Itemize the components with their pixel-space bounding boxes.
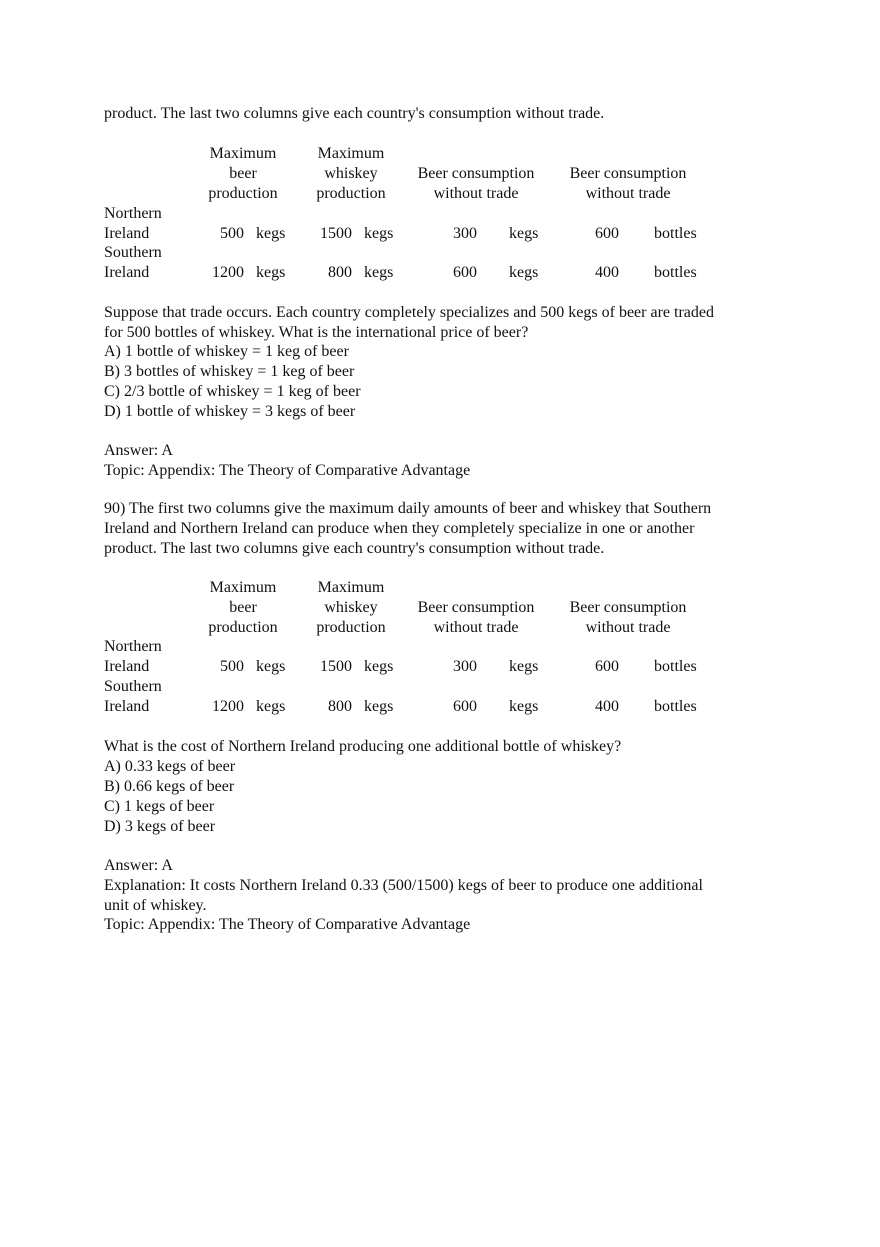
header-beer-consumption-2: without trade	[433, 619, 519, 636]
cell-consumption-b: 600	[595, 225, 619, 242]
cell-consumption-a: 600	[453, 698, 477, 715]
header-beer-consumption-2: without trade	[433, 185, 519, 202]
q1-topic: Topic: Appendix: The Theory of Comparative Advantage	[104, 462, 471, 479]
q2-stem: What is the cost of Northern Ireland producing one additional bottle of whiskey?	[104, 738, 622, 755]
cell-beer-max: 500	[220, 225, 244, 242]
cell-consumption-b: 600	[595, 658, 619, 675]
cell-whiskey-unit: kegs	[364, 698, 394, 715]
cell-consumption-a-unit: kegs	[509, 658, 539, 675]
q2-option-d: D) 3 kegs of beer	[104, 818, 216, 835]
q1-option-c: C) 2/3 bottle of whiskey = 1 keg of beer	[104, 383, 361, 400]
q1-stem-line2: for 500 bottles of whiskey. What is the international price of beer?	[104, 324, 529, 341]
cell-whiskey-max: 800	[328, 698, 352, 715]
header-max-whiskey-2: whiskey	[324, 165, 378, 182]
cell-whiskey-unit: kegs	[364, 658, 394, 675]
q1-option-d: D) 1 bottle of whiskey = 3 kegs of beer	[104, 403, 356, 420]
row-country-line2: Ireland	[104, 658, 150, 675]
cell-consumption-a-unit: kegs	[509, 264, 539, 281]
header-max-whiskey-1: Maximum	[317, 145, 385, 162]
cell-consumption-a-unit: kegs	[509, 698, 539, 715]
q2-answer: Answer: A	[104, 857, 173, 874]
cell-consumption-a: 600	[453, 264, 477, 281]
q2-option-a: A) 0.33 kegs of beer	[104, 758, 236, 775]
cell-beer-unit: kegs	[256, 264, 286, 281]
row-country-line2: Ireland	[104, 264, 150, 281]
header-max-beer-3: production	[208, 185, 278, 202]
cell-whiskey-unit: kegs	[364, 225, 394, 242]
cell-beer-max: 1200	[212, 698, 244, 715]
cell-whiskey-max: 1500	[320, 225, 352, 242]
header-max-beer-1: Maximum	[209, 579, 277, 596]
cell-consumption-a: 300	[453, 658, 477, 675]
q2-option-b: B) 0.66 kegs of beer	[104, 778, 235, 795]
q2-intro-line2: Ireland and Northern Ireland can produce when they completely specialize in one or another	[104, 520, 695, 537]
cell-consumption-b-unit: bottles	[654, 225, 697, 242]
cell-consumption-b: 400	[595, 698, 619, 715]
q2-option-c: C) 1 kegs of beer	[104, 798, 215, 815]
header-beer-consumption-b-1: Beer consumption	[569, 165, 687, 182]
cell-whiskey-max: 1500	[320, 658, 352, 675]
cell-beer-unit: kegs	[256, 698, 286, 715]
header-max-whiskey-3: production	[316, 619, 386, 636]
cell-beer-unit: kegs	[256, 225, 286, 242]
cell-consumption-b-unit: bottles	[654, 698, 697, 715]
cell-whiskey-unit: kegs	[364, 264, 394, 281]
cell-whiskey-max: 800	[328, 264, 352, 281]
header-max-beer-2: beer	[229, 599, 257, 616]
header-beer-consumption-1: Beer consumption	[417, 165, 535, 182]
header-max-beer-2: beer	[229, 165, 257, 182]
row-country-line2: Ireland	[104, 225, 150, 242]
cell-consumption-a: 300	[453, 225, 477, 242]
q2-explanation-line1: Explanation: It costs Northern Ireland 0.33 (500/1500) kegs of beer to produce one additional	[104, 877, 703, 894]
header-max-whiskey-1: Maximum	[317, 579, 385, 596]
cell-beer-max: 500	[220, 658, 244, 675]
header-max-beer-3: production	[208, 619, 278, 636]
row-country-line1: Southern	[104, 244, 162, 261]
q1-answer: Answer: A	[104, 442, 173, 459]
row-country-line1: Northern	[104, 638, 162, 655]
q1-option-a: A) 1 bottle of whiskey = 1 keg of beer	[104, 343, 349, 360]
q2-intro-line1: 90) The first two columns give the maximum daily amounts of beer and whiskey that Southern	[104, 500, 712, 517]
q1-stem-line1: Suppose that trade occurs. Each country completely specializes and 500 kegs of beer are traded	[104, 304, 714, 321]
row-country-line1: Northern	[104, 205, 162, 222]
header-beer-consumption-b-2: without trade	[585, 619, 671, 636]
header-max-whiskey-2: whiskey	[324, 599, 378, 616]
header-beer-consumption-b-2: without trade	[585, 185, 671, 202]
header-beer-consumption-b-1: Beer consumption	[569, 599, 687, 616]
cell-beer-max: 1200	[212, 264, 244, 281]
q2-intro-line3: product. The last two columns give each country's consumption without trade.	[104, 540, 605, 557]
header-beer-consumption-1: Beer consumption	[417, 599, 535, 616]
q1-option-b: B) 3 bottles of whiskey = 1 keg of beer	[104, 363, 355, 380]
cell-consumption-b: 400	[595, 264, 619, 281]
q2-explanation-line2: unit of whiskey.	[104, 897, 207, 914]
row-country-line2: Ireland	[104, 698, 150, 715]
header-max-beer-1: Maximum	[209, 145, 277, 162]
cell-consumption-b-unit: bottles	[654, 264, 697, 281]
intro-tail-line: product. The last two columns give each country's consumption without trade.	[104, 105, 605, 122]
row-country-line1: Southern	[104, 678, 162, 695]
header-max-whiskey-3: production	[316, 185, 386, 202]
q2-topic: Topic: Appendix: The Theory of Comparative Advantage	[104, 916, 471, 933]
cell-beer-unit: kegs	[256, 658, 286, 675]
cell-consumption-b-unit: bottles	[654, 658, 697, 675]
cell-consumption-a-unit: kegs	[509, 225, 539, 242]
